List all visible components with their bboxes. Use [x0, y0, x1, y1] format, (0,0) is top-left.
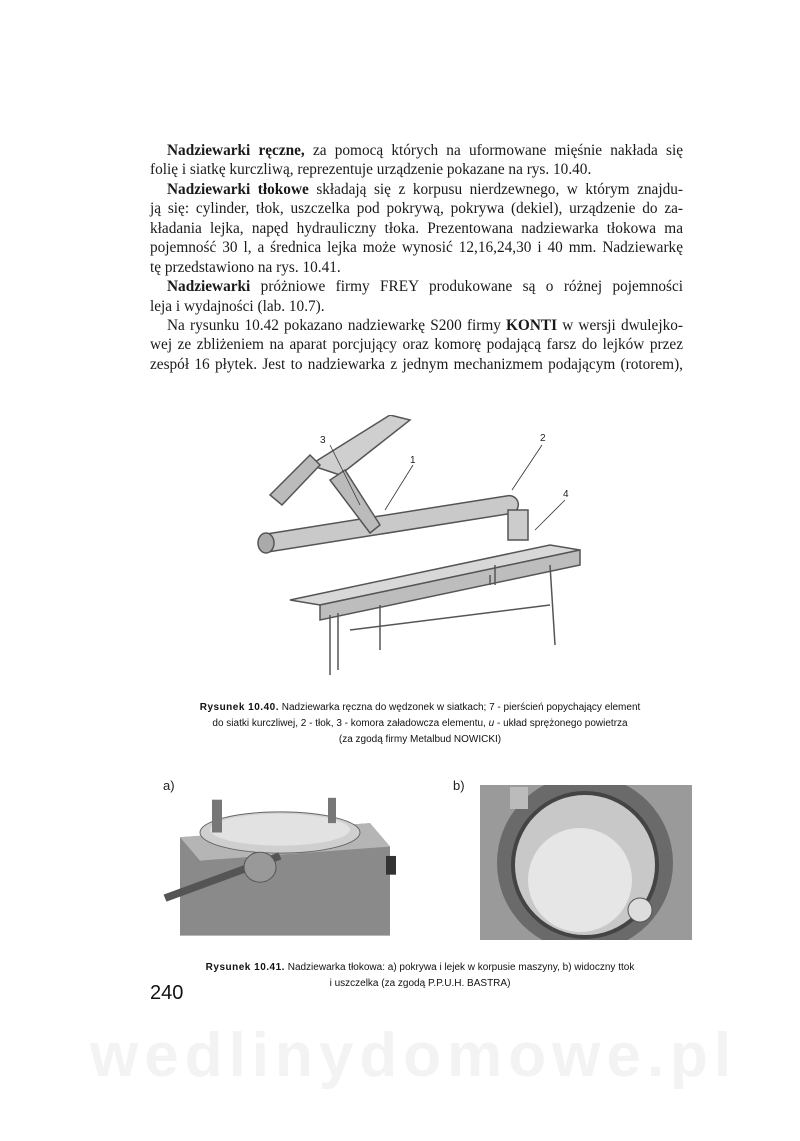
text-line: Nadziewarki próżniowe firmy FREY produkowane są o różnej pojemności — [167, 278, 683, 296]
body-text — [150, 141, 683, 374]
figure-caption-10-41: Rysunek 10.41. Nadziewarka tłokowa: a) pokrywa i lejek w korpusie maszyny, b) widoczny ttok i uszczelka (za zgodą P.P.U.H. BASTRA) — [205, 962, 635, 989]
text-line: kładania lejka, napęd hydrauliczny tłoka. Prezentowana nadziewarka tłokowa ma — [150, 219, 683, 237]
panel-a-label: a) — [163, 778, 175, 793]
callout-3: 3 — [320, 435, 326, 446]
figure-caption-10-40: Rysunek 10.40. Nadziewarka ręczna do wędzonek w siatkach; 7 - pierścień popychający element do siatki kurczliwej, 2 - tłok, 3 - komora załadowcza elementu, u - układ sprężonego powietrza (za zgodą firmy Metalbud NOWICKI) — [199, 702, 641, 745]
callout-4: 4 — [563, 489, 569, 500]
watermark: wedlinydomowe.pl — [90, 1021, 738, 1090]
text-line: leja i wydajności (lab. 10.7). — [150, 297, 325, 315]
text-line: folię i siatkę kurczliwą, reprezentuje urządzenie pokazane na rys. 10.40. — [150, 161, 592, 179]
page-number: 240 — [150, 982, 184, 1004]
text-line: ją się: cylinder, tłok, uszczelka pod pokrywą, pokrywa (dekiel), urządzenie do za- — [150, 200, 683, 218]
text-line: tę przedstawiono na rys. 10.41. — [150, 258, 341, 276]
manual-stuffer-illustration — [250, 415, 590, 685]
callout-1: 1 — [410, 455, 416, 466]
panel-b-label: b) — [453, 778, 465, 793]
callout-2: 2 — [540, 433, 546, 444]
text-line: Nadziewarki tłokowe składają się z korpusu nierdzewnego, w którym znajdu- — [167, 180, 683, 198]
text-line: Na rysunku 10.42 pokazano nadziewarkę S200 firmy KONTI w wersji dwulejko- — [167, 316, 683, 334]
photo-piston-and-seal — [480, 785, 692, 940]
text-line: Nadziewarki ręczne, za pomocą których na uformowane mięśnie nakłada się — [167, 142, 683, 159]
text-line: zespół 16 płytek. Jest to nadziewarka z jednym mechanizmem podającym (rotorem), — [150, 355, 683, 373]
text-line: pojemność 30 l, a średnica lejka może wynosić 12,16,24,30 i 40 mm. Nadziewarkę — [150, 239, 683, 257]
text-line: wej ze zbliżeniem na aparat porcjujący oraz komorę podającą farsz do lejków przez — [150, 336, 683, 354]
photo-piston-stuffer-lid — [160, 795, 410, 945]
